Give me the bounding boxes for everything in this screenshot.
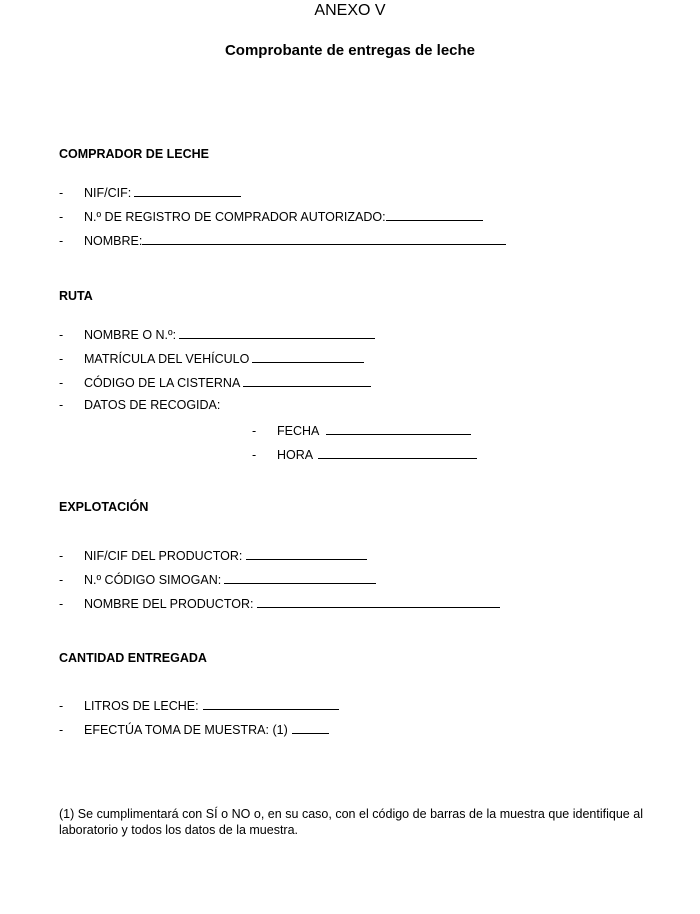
blank-line[interactable] (203, 697, 339, 710)
bullet-dash: - (59, 352, 64, 366)
bullet-dash: - (59, 573, 64, 587)
field-label: EFECTÚA TOMA DE MUESTRA: (1) (84, 723, 288, 737)
bullet-dash: - (59, 549, 64, 563)
section-heading-farm: EXPLOTACIÓN (59, 500, 149, 514)
bullet-dash: - (252, 448, 257, 462)
bullet-dash: - (59, 234, 64, 248)
field-label: N.º CÓDIGO SIMOGAN: (84, 573, 222, 587)
footnote: (1) Se cumplimentará con SÍ o NO o, en su caso, con el código de barras de la muestra que identifique al laboratorio y todos los datos de la muestra. (59, 807, 643, 837)
bullet-dash: - (59, 376, 64, 390)
blank-line[interactable] (246, 547, 367, 560)
blank-line[interactable] (386, 208, 483, 221)
blank-line[interactable] (257, 595, 500, 608)
field-route-plate (59, 350, 364, 366)
field-buyer-registry (59, 208, 483, 224)
field-label: NOMBRE DEL PRODUCTOR: (84, 597, 254, 611)
field-farm-nif (59, 547, 367, 563)
blank-line[interactable] (142, 232, 506, 245)
field-quantity-liters (59, 697, 339, 713)
blank-line[interactable] (292, 721, 329, 734)
bullet-dash: - (59, 597, 64, 611)
blank-line[interactable] (134, 184, 241, 197)
field-label: NIF/CIF DEL PRODUCTOR: (84, 549, 243, 563)
field-label: MATRÍCULA DEL VEHÍCULO (84, 352, 250, 366)
blank-line[interactable] (224, 571, 376, 584)
bullet-dash: - (59, 186, 64, 200)
field-route-date (252, 422, 471, 438)
field-label: NIF/CIF: (84, 186, 132, 200)
field-buyer-name (59, 232, 506, 248)
annex-heading: ANEXO V (314, 2, 386, 19)
field-farm-producer-name (59, 595, 500, 611)
field-label: NOMBRE O N.º: (84, 328, 177, 342)
document-title: Comprobante de entregas de leche (224, 42, 476, 59)
field-farm-simogan (59, 571, 376, 587)
blank-line[interactable] (243, 374, 371, 387)
field-label: LITROS DE LECHE: (84, 699, 199, 713)
section-heading-route: RUTA (59, 289, 93, 303)
field-route-tank (59, 374, 371, 390)
bullet-dash: - (59, 328, 64, 342)
field-label: FECHA (277, 424, 320, 438)
field-label: NOMBRE: (84, 234, 143, 248)
blank-line[interactable] (252, 350, 364, 363)
bullet-dash: - (59, 210, 64, 224)
bullet-dash: - (252, 424, 257, 438)
field-quantity-sample (59, 721, 329, 737)
field-label: HORA (277, 448, 314, 462)
field-label: N.º DE REGISTRO DE COMPRADOR AUTORIZADO: (84, 210, 386, 224)
field-route-collection (59, 398, 220, 412)
field-buyer-nif (59, 184, 241, 200)
field-route-name (59, 326, 375, 342)
field-label: DATOS DE RECOGIDA: (84, 398, 221, 412)
bullet-dash: - (59, 723, 64, 737)
bullet-dash: - (59, 699, 64, 713)
field-route-time (252, 446, 477, 462)
section-heading-quantity: CANTIDAD ENTREGADA (59, 651, 207, 665)
blank-line[interactable] (179, 326, 375, 339)
blank-line[interactable] (326, 422, 471, 435)
bullet-dash: - (59, 398, 64, 412)
field-label: CÓDIGO DE LA CISTERNA (84, 376, 241, 390)
blank-line[interactable] (318, 446, 477, 459)
section-heading-buyer: COMPRADOR DE LECHE (59, 147, 210, 161)
